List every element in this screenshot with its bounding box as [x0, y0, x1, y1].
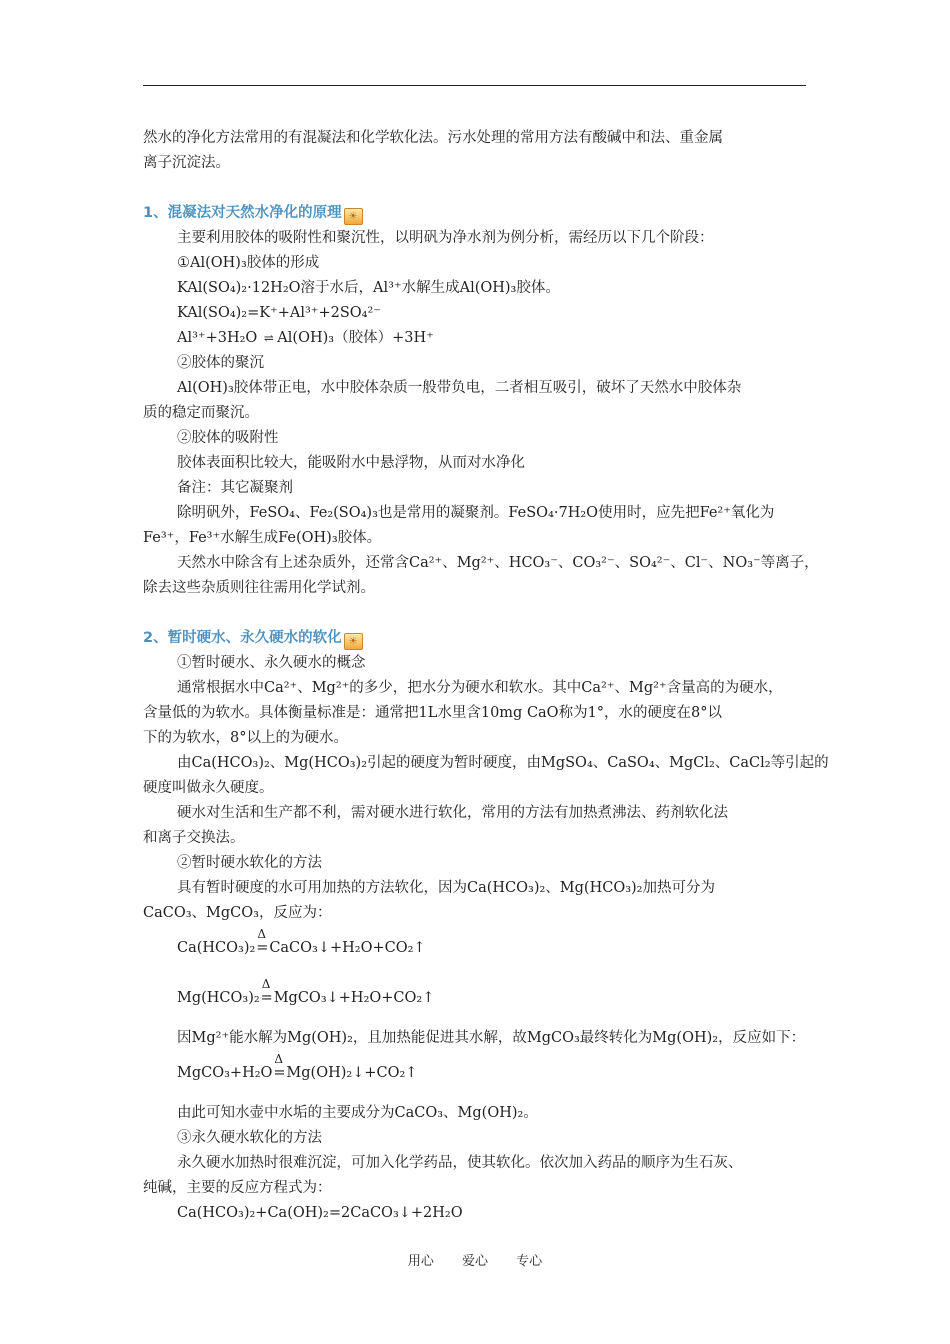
footer-text: 爱心 [461, 1254, 488, 1269]
paragraph-line: 主要利用胶体的吸附性和聚沉性，以明矾为净水剂为例分析，需经历以下几个阶段： [177, 230, 714, 246]
paragraph-line: 下的为软水，8°以上的为硬水。 [143, 730, 348, 746]
header-rule [143, 85, 806, 86]
paragraph-line: 备注：其它凝聚剂 [177, 480, 293, 496]
section-heading: 1、混凝法对天然水净化的原理 ☀ [143, 203, 811, 225]
paragraph-line: 除去这些杂质则往往需用化学试剂。 [143, 580, 375, 596]
equation: Ca(HCO₃)₂+Ca(OH)₂=2CaCO₃↓+2H₂O [177, 1205, 463, 1221]
heat-icon: Δ [257, 927, 266, 941]
paragraph-line: 永久硬水加热时很难沉淀，可加入化学药品，使其软化。依次加入药品的顺序为生石灰、 [177, 1155, 743, 1171]
paragraph-line: 质的稳定而聚沉。 [143, 405, 259, 421]
page-footer [0, 1250, 950, 1269]
note-icon: ☀ [344, 633, 363, 650]
paragraph-line: 天然水中除含有上述杂质外，还常含Ca²⁺、Mg²⁺、HCO₃⁻、CO₃²⁻、SO₄²⁻、Cl⁻、NO₃⁻等离子， [177, 555, 819, 571]
footer-text: 专心 [516, 1254, 543, 1269]
heat-icon: Δ [261, 977, 271, 991]
heat-symbol: Δ = [272, 1063, 286, 1083]
reversible-arrow-icon: ⇌ [263, 331, 271, 345]
subheading: ③永久硬水软化的方法 [177, 1130, 322, 1146]
paragraph-line: 由Ca(HCO₃)₂、Mg(HCO₃)₂引起的硬度为暂时硬度，由MgSO₄、CaSO₄、MgCl₂、CaCl₂等引起的 [177, 755, 829, 771]
equation: Ca(HCO₃)₂ Δ =CaCO₃↓+H₂O+CO₂↑ [177, 938, 811, 958]
intro-line: 离子沉淀法。 [143, 155, 230, 171]
heat-symbol: Δ = [260, 988, 274, 1008]
paragraph-line: 除明矾外，FeSO₄、Fe₂(SO₄)₃也是常用的凝聚剂。FeSO₄·7H₂O使用时，应先把Fe²⁺氧化为 [177, 505, 775, 521]
subheading: ①Al(OH)₃胶体的形成 [177, 255, 320, 271]
paragraph-line: CaCO₃、MgCO₃，反应为： [143, 905, 332, 921]
paragraph-line: 因Mg²⁺能水解为Mg(OH)₂，且加热能促进其水解，故MgCO₃最终转化为Mg(OH)₂，反应如下： [177, 1030, 806, 1046]
paragraph-line: 胶体表面积比较大，能吸附水中悬浮物，从而对水净化 [177, 455, 525, 471]
paragraph-line: 由此可知水壶中水垢的主要成分为CaCO₃、Mg(OH)₂。 [177, 1105, 538, 1121]
paragraph-line: 具有暂时硬度的水可用加热的方法软化，因为Ca(HCO₃)₂、Mg(HCO₃)₂加热可分为 [177, 880, 715, 896]
equation: Al³⁺+3H₂O ⇌ Al(OH)₃（胶体）+3H⁺ [177, 330, 434, 346]
intro-line: 然水的净化方法常用的有混凝法和化学软化法。污水处理的常用方法有酸碱中和法、重金属 [143, 130, 723, 146]
paragraph-line: 硬水对生活和生产都不利，需对硬水进行软化，常用的方法有加热煮沸法、药剂软化法 [177, 805, 728, 821]
paragraph-line: 和离子交换法。 [143, 830, 245, 846]
paragraph-line: 硬度叫做永久硬度。 [143, 780, 274, 796]
paragraph-line: KAl(SO₄)₂·12H₂O溶于水后，Al³⁺水解生成Al(OH)₃胶体。 [177, 280, 560, 296]
paragraph-line: Fe³⁺，Fe³⁺水解生成Fe(OH)₃胶体。 [143, 530, 382, 546]
paragraph-line: 含量低的为软水。具体衡量标准是：通常把1L水里含10mg CaO称为1°，水的硬度在8°以 [143, 705, 723, 721]
paragraph-line: 纯碱，主要的反应方程式为： [143, 1180, 332, 1196]
heat-icon: Δ [274, 1052, 284, 1066]
section-heading: 2、暂时硬水、永久硬水的软化 ☀ [143, 628, 811, 650]
subheading: ②胶体的聚沉 [177, 355, 264, 371]
paragraph-line: Al(OH)₃胶体带正电，水中胶体杂质一般带负电，二者相互吸引，破坏了天然水中胶体杂 [177, 380, 742, 396]
equation: KAl(SO₄)₂=K⁺+Al³⁺+2SO₄²⁻ [177, 305, 381, 321]
equation: Mg(HCO₃)₂ Δ =MgCO₃↓+H₂O+CO₂↑ [177, 988, 811, 1008]
footer-text: 用心 [407, 1254, 434, 1269]
note-icon: ☀ [344, 208, 363, 225]
subheading: ②胶体的吸附性 [177, 430, 279, 446]
equation: MgCO₃+H₂O Δ =Mg(OH)₂↓+CO₂↑ [177, 1063, 811, 1083]
paragraph-line: 通常根据水中Ca²⁺、Mg²⁺的多少，把水分为硬水和软水。其中Ca²⁺、Mg²⁺含量高的为硬水， [177, 680, 783, 696]
heat-symbol: Δ = [255, 938, 269, 958]
subheading: ①暂时硬水、永久硬水的概念 [177, 655, 366, 671]
subheading: ②暂时硬水软化的方法 [177, 855, 322, 871]
